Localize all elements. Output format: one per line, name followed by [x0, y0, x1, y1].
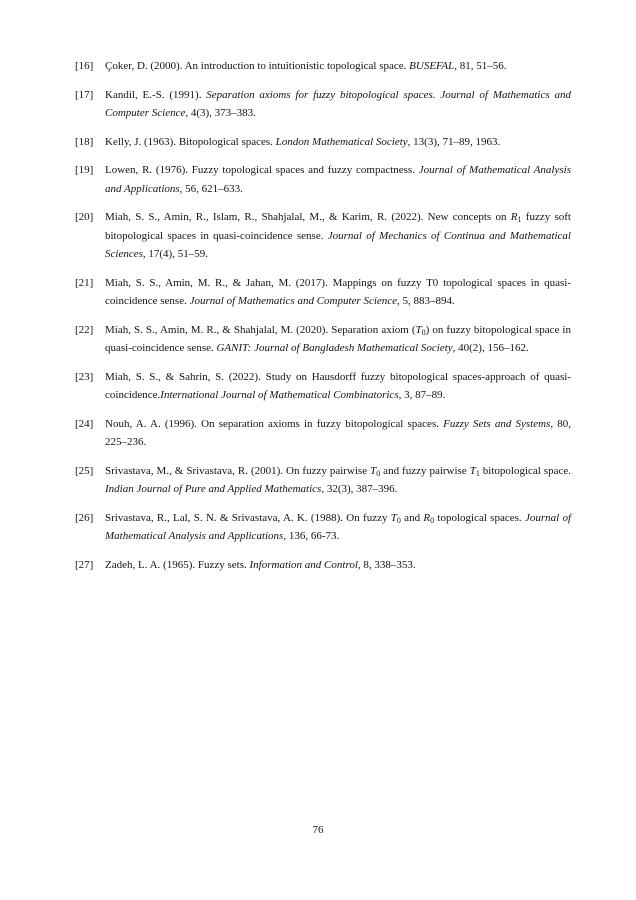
reference-item — [75, 368, 571, 405]
reference-item — [75, 415, 571, 452]
reference-label: [24] — [75, 417, 94, 430]
reference-text: Lowen, R. (1976). Fuzzy topological spaces and fuzzy compactness. Journal of Mathematical Analysis and Applications, 56, 621–633. — [105, 164, 571, 195]
reference-text: Miah, S. S., Amin, M. R., & Shahjalal, M. (2020). Separation axiom $(T_0)$ on fuzzy bitopological space in quasi-coincidence sense. GANIT: Journal of Bangladesh Mathematical Society, 40(2), 156–162. — [105, 323, 571, 354]
reference-item — [75, 274, 571, 311]
reference-text: Kelly, J. (1963). Bitopological spaces. London Mathematical Society, 13(3), 71–89, 1963. — [105, 135, 501, 148]
page-number: 76 — [312, 824, 324, 836]
reference-label: [25] — [75, 464, 94, 477]
reference-label: [16] — [75, 60, 94, 72]
reference-label: [21] — [75, 276, 94, 289]
reference-item — [75, 556, 571, 575]
reference-label: [23] — [75, 370, 94, 383]
reference-label: [20] — [75, 211, 94, 223]
reference-text: Nouh, A. A. (1996). On separation axioms in fuzzy bitopological spaces. Fuzzy Sets and Systems, 80, 225–236. — [105, 417, 572, 448]
reference-item — [75, 509, 571, 546]
reference-label: [27] — [75, 558, 94, 571]
reference-item — [75, 462, 571, 499]
reference-label: [19] — [75, 164, 94, 176]
reference-item — [75, 161, 571, 198]
reference-label: [17] — [75, 88, 94, 101]
reference-text: Srivastava, R., Lal, S. N. & Srivastava, A. K. (1988). On fuzzy $T_0$ and $R_0$ topological spaces. Journal of Mathematical Analysis and Applications, 136, 66-73. — [105, 511, 572, 542]
reference-label: [26] — [75, 511, 94, 524]
reference-label: [22] — [75, 323, 94, 336]
reference-label: [18] — [75, 135, 94, 148]
reference-item — [75, 86, 571, 123]
reference-text: Çoker, D. (2000). An introduction to intuitionistic topological space. BUSEFAL, 81, 51–56. — [105, 60, 507, 72]
reference-text: Zadeh, L. A. (1965). Fuzzy sets. Information and Control, 8, 338–353. — [105, 558, 416, 571]
reference-item — [75, 57, 571, 76]
reference-item — [75, 133, 571, 152]
reference-text: Kandil, E.-S. (1991). Separation axioms for fuzzy bitopological spaces. Journal of Mathematics and Computer Science, 4(3), 373–383. — [105, 88, 571, 119]
reference-text: Miah, S. S., Amin, M. R., & Jahan, M. (2017). Mappings on fuzzy T0 topological spaces in quasi-coincidence sense. Journal of Mathematics and Computer Science, 5, 883–894. — [105, 276, 571, 307]
reference-text: Srivastava, M., & Srivastava, R. (2001). On fuzzy pairwise $T_0$ and fuzzy pairwise $T_1$ bitopological space. Indian Journal of Pure and Applied Mathematics, 32(3), 387–396. — [105, 464, 571, 495]
reference-text: Miah, S. S., Amin, R., Islam, R., Shahjalal, M., & Karim, R. (2022). New concepts on $R_1$ fuzzy soft bitopological spaces in quasi-coincidence sense. Journal of Mechanics of Continua and Mathematical Sciences, 17(4), 51–59. — [105, 211, 571, 260]
reference-item — [75, 208, 571, 264]
reference-text: Miah, S. S., & Sahrin, S. (2022). Study on Hausdorff fuzzy bitopological spaces-approach of quasi-coincidence.International Journal of Mathematical Combinatorics, 3, 87–89. — [105, 370, 571, 401]
references-list — [75, 57, 571, 584]
reference-item — [75, 321, 571, 358]
